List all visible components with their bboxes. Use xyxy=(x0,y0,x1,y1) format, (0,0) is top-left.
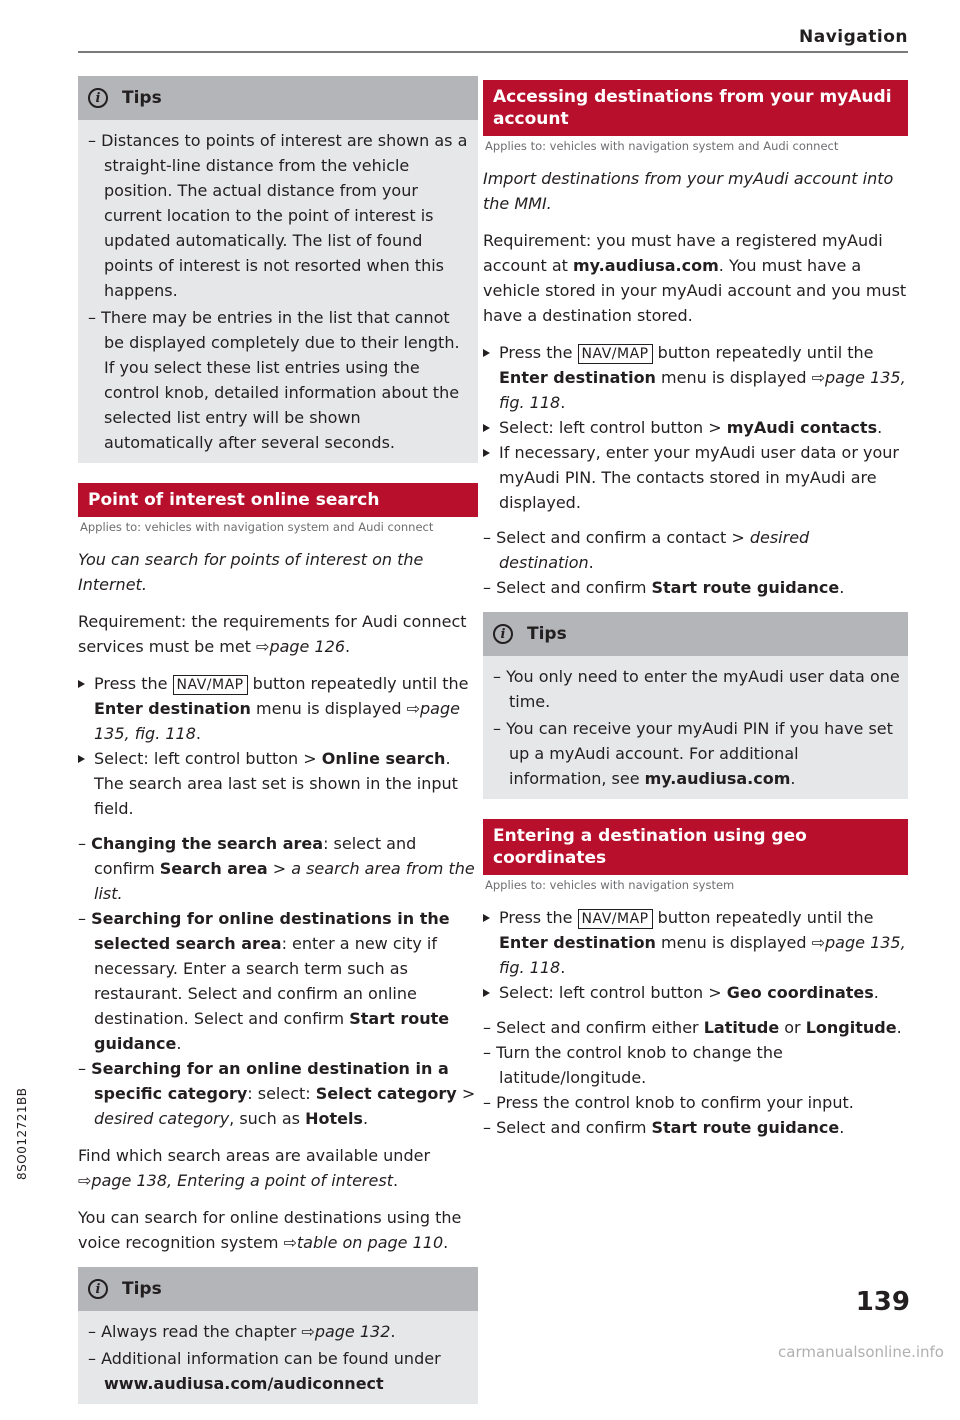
search-areas-note: Find which search areas are available under ⇨page 138, Entering a point of interest. xyxy=(78,1146,431,1190)
page-reference-link[interactable]: ⇨page 132 xyxy=(301,1322,391,1341)
step-triangle-icon xyxy=(78,755,85,763)
page-reference-link[interactable]: ⇨page 126 xyxy=(256,637,346,656)
tips-list xyxy=(78,1311,478,1396)
tips-label: Tips xyxy=(527,623,567,644)
table-reference-link[interactable]: ⇨table on page 110 xyxy=(283,1233,444,1252)
requirement-text: Requirement: the requirements for Audi connect services must be met ⇨page 126. xyxy=(78,612,467,656)
option-list xyxy=(78,831,478,1131)
option-item: – Select and confirm Start route guidance. xyxy=(483,1118,845,1137)
step-triangle-icon xyxy=(483,449,490,457)
option-list xyxy=(483,1015,908,1140)
section-heading: Entering a destination using geo coordinates xyxy=(483,819,908,875)
ref-arrow-icon: ⇨ xyxy=(301,1322,315,1341)
requirement-text: Requirement: you must have a registered myAudi account at my.audiusa.com. You must have a vehicle stored in your myAudi account and you must have a destination stored. xyxy=(483,231,907,325)
tips-list xyxy=(78,120,478,455)
section-heading: Accessing destinations from your myAudi account xyxy=(483,80,908,136)
tips-item: – There may be entries in the list that cannot be displayed completely due to their length. If you select these list entries using the control knob, detailed information about the selected list entry will be shown automatically after several seconds. xyxy=(88,308,460,452)
tips-box xyxy=(78,1267,478,1404)
tips-header xyxy=(78,76,478,120)
option-item: – Searching for online destinations in the selected search area: enter a new city if necessary. Enter a search term such as restaurant. Select and confirm an online destination. Select and confirm Start route guidance. xyxy=(78,909,450,1053)
option-item: – Searching for an online destination in a specific category: select: Select category > desired category, such as Hotels. xyxy=(78,1059,476,1128)
step-item: Select: left control button > myAudi contacts. xyxy=(483,415,908,440)
section-intro: Import destinations from your myAudi account into the MMI. xyxy=(483,169,894,213)
step-list xyxy=(483,905,908,1005)
step-triangle-icon xyxy=(483,914,490,922)
voice-note: You can search for online destinations using the voice recognition system ⇨table on page 110. xyxy=(78,1208,462,1252)
info-icon: i xyxy=(493,624,513,644)
tips-label: Tips xyxy=(122,1278,162,1299)
tips-item: – You can receive your myAudi PIN if you have set up a myAudi account. For additional information, see my.audiusa.com. xyxy=(493,719,893,788)
step-item: Select: left control button > Geo coordinates. xyxy=(483,980,908,1005)
page-reference-link[interactable]: ⇨page 135, fig. 118 xyxy=(94,699,460,743)
section-intro: You can search for points of interest on the Internet. xyxy=(78,550,424,594)
option-item: – Select and confirm either Latitude or Longitude. xyxy=(483,1018,902,1037)
left-column xyxy=(78,76,478,1420)
step-triangle-icon xyxy=(78,680,85,688)
step-item: If necessary, enter your myAudi user data or your myAudi PIN. The contacts stored in myAudi are displayed. xyxy=(483,440,908,515)
step-triangle-icon xyxy=(483,989,490,997)
applies-to-note: Applies to: vehicles with navigation system and Audi connect xyxy=(80,520,434,534)
info-icon: i xyxy=(88,88,108,108)
url-link[interactable]: my.audiusa.com xyxy=(644,769,791,788)
applies-to-note: Applies to: vehicles with navigation system and Audi connect xyxy=(485,139,839,153)
step-item: Press the NAV/MAP button repeatedly until the Enter destination menu is displayed ⇨page 135, fig. 118. xyxy=(78,671,478,746)
option-item: – Select and confirm Start route guidance. xyxy=(483,578,845,597)
tips-box xyxy=(483,612,908,799)
tips-header xyxy=(78,1267,478,1311)
page-reference-link[interactable]: ⇨page 135, fig. 118 xyxy=(499,368,906,412)
nav-map-key: NAV/MAP xyxy=(578,344,653,364)
step-list xyxy=(78,671,478,821)
step-triangle-icon xyxy=(483,349,490,357)
url-link[interactable]: my.audiusa.com xyxy=(573,256,719,275)
step-list xyxy=(483,340,908,515)
step-item: Select: left control button > Online search. The search area last set is shown in the input field. xyxy=(78,746,478,821)
page-reference-link[interactable]: ⇨page 135, fig. 118 xyxy=(499,933,906,977)
tips-item: – Always read the chapter ⇨page 132. xyxy=(88,1322,396,1341)
ref-arrow-icon: ⇨ xyxy=(811,933,826,952)
ref-arrow-icon: ⇨ xyxy=(406,699,421,718)
option-item: – Select and confirm a contact > desired destination. xyxy=(483,528,810,572)
option-item: – Turn the control knob to change the latitude/longitude. xyxy=(483,1043,783,1087)
ref-arrow-icon: ⇨ xyxy=(256,637,270,656)
page-reference-link[interactable]: ⇨page 138, Entering a point of interest xyxy=(78,1171,393,1190)
url-link[interactable]: www.audiusa.com/audiconnect xyxy=(104,1374,384,1393)
nav-map-key: NAV/MAP xyxy=(578,909,653,929)
tips-list xyxy=(483,656,908,791)
watermark: carmanualsonline.info xyxy=(778,1343,944,1361)
header-divider xyxy=(78,51,908,53)
page-section-title: Navigation xyxy=(799,27,908,47)
tips-label: Tips xyxy=(122,87,162,108)
right-column xyxy=(483,76,908,1152)
tips-item: – Additional information can be found under www.audiusa.com/audiconnect xyxy=(88,1349,441,1393)
nav-map-key: NAV/MAP xyxy=(173,675,248,695)
applies-to-note: Applies to: vehicles with navigation system xyxy=(485,878,735,892)
option-list xyxy=(483,525,908,600)
ref-arrow-icon: ⇨ xyxy=(283,1233,297,1252)
ref-arrow-icon: ⇨ xyxy=(78,1171,92,1190)
section-heading: Point of interest online search xyxy=(78,483,478,517)
tips-item: – Distances to points of interest are shown as a straight-line distance from the vehicle position. The actual distance from your current location to the point of interest is updated automatically. The list of found points of interest is not resorted when this happens. xyxy=(88,131,468,300)
tips-item: – You only need to enter the myAudi user data one time. xyxy=(493,667,900,711)
document-code: 8SO012721BB xyxy=(15,1087,29,1180)
info-icon: i xyxy=(88,1279,108,1299)
step-item: Press the NAV/MAP button repeatedly until the Enter destination menu is displayed ⇨page 135, fig. 118. xyxy=(483,340,908,415)
option-item: – Changing the search area: select and confirm Search area > a search area from the list. xyxy=(78,834,475,903)
page-number: 139 xyxy=(855,1287,910,1317)
ref-arrow-icon: ⇨ xyxy=(811,368,826,387)
tips-box xyxy=(78,76,478,463)
tips-header xyxy=(483,612,908,656)
option-item: – Press the control knob to confirm your input. xyxy=(483,1093,854,1112)
step-triangle-icon xyxy=(483,424,490,432)
step-item: Press the NAV/MAP button repeatedly until the Enter destination menu is displayed ⇨page 135, fig. 118. xyxy=(483,905,908,980)
